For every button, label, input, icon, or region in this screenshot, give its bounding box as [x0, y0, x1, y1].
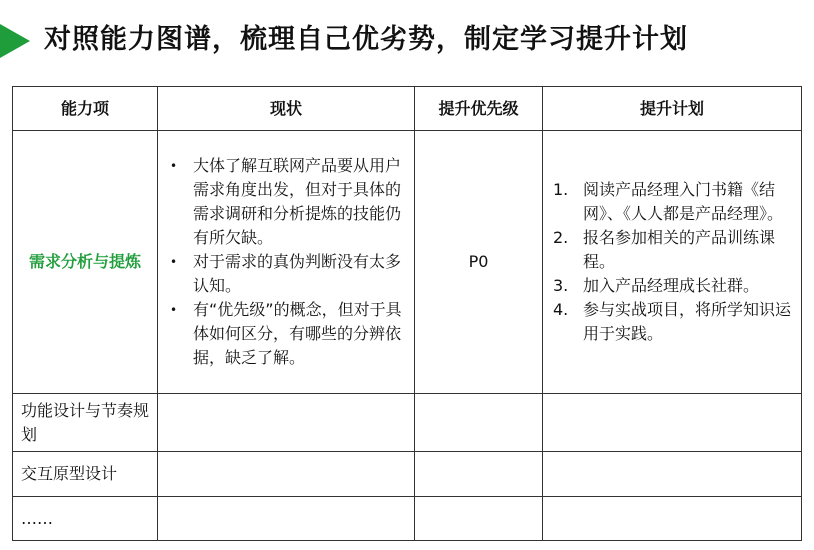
ability-cell: 交互原型设计	[13, 452, 158, 497]
plan-item-text: 参与实战项目，将所学知识运用于实践。	[583, 300, 792, 343]
status-cell	[158, 394, 415, 452]
status-cell	[158, 452, 415, 497]
table-row	[13, 497, 802, 541]
header-status: 现状	[158, 87, 415, 131]
plan-cell	[543, 497, 802, 541]
table-row	[13, 394, 802, 452]
plan-item: 3. 加入产品经理成长社群。	[553, 276, 760, 295]
plan-cell	[543, 394, 802, 452]
table-row	[13, 452, 802, 497]
plan-item-text: 阅读产品经理入门书籍《结网》、《人人都是产品经理》。	[583, 180, 784, 223]
plan-cell	[543, 131, 802, 394]
ability-cell: 功能设计与节奏规划	[13, 394, 158, 452]
slide-header	[0, 0, 814, 78]
status-cell	[158, 131, 415, 394]
priority-cell	[415, 452, 543, 497]
slide-title: 对照能力图谱，梳理自己优劣势，制定学习提升计划	[44, 24, 688, 55]
status-item: • 对于需求的真伪判断没有太多认知。	[170, 250, 406, 298]
ability-cell: 需求分析与提炼	[13, 131, 158, 394]
plan-cell	[543, 452, 802, 497]
plan-item: 2. 报名参加相关的产品训练课程。	[553, 228, 776, 271]
status-cell	[158, 497, 415, 541]
header-plan: 提升计划	[543, 87, 802, 131]
table-header-row	[13, 87, 802, 131]
plan-item: 4. 参与实战项目，将所学知识运用于实践。	[553, 300, 792, 343]
priority-cell: P0	[415, 131, 543, 394]
triangle-marker-icon	[0, 24, 30, 58]
status-item: • 有“优先级”的概念，但对于具体如何区分，有哪些的分辨依据，缺乏了解。	[170, 298, 406, 370]
status-list	[158, 154, 414, 370]
ability-cell: ……	[13, 497, 158, 541]
status-item: • 大体了解互联网产品要从用户需求角度出发，但对于具体的需求调研和分析提炼的技能仍有所欠缺。	[170, 154, 406, 250]
header-priority: 提升优先级	[415, 87, 543, 131]
plan-item-text: 加入产品经理成长社群。	[583, 276, 760, 295]
ability-plan-table	[12, 86, 802, 541]
table-row	[13, 131, 802, 394]
header-ability: 能力项	[13, 87, 158, 131]
priority-cell	[415, 497, 543, 541]
plan-item-text: 报名参加相关的产品训练课程。	[583, 228, 776, 271]
priority-cell	[415, 394, 543, 452]
plan-item: 1. 阅读产品经理入门书籍《结网》、《人人都是产品经理》。	[553, 180, 784, 223]
plan-list	[543, 178, 801, 346]
